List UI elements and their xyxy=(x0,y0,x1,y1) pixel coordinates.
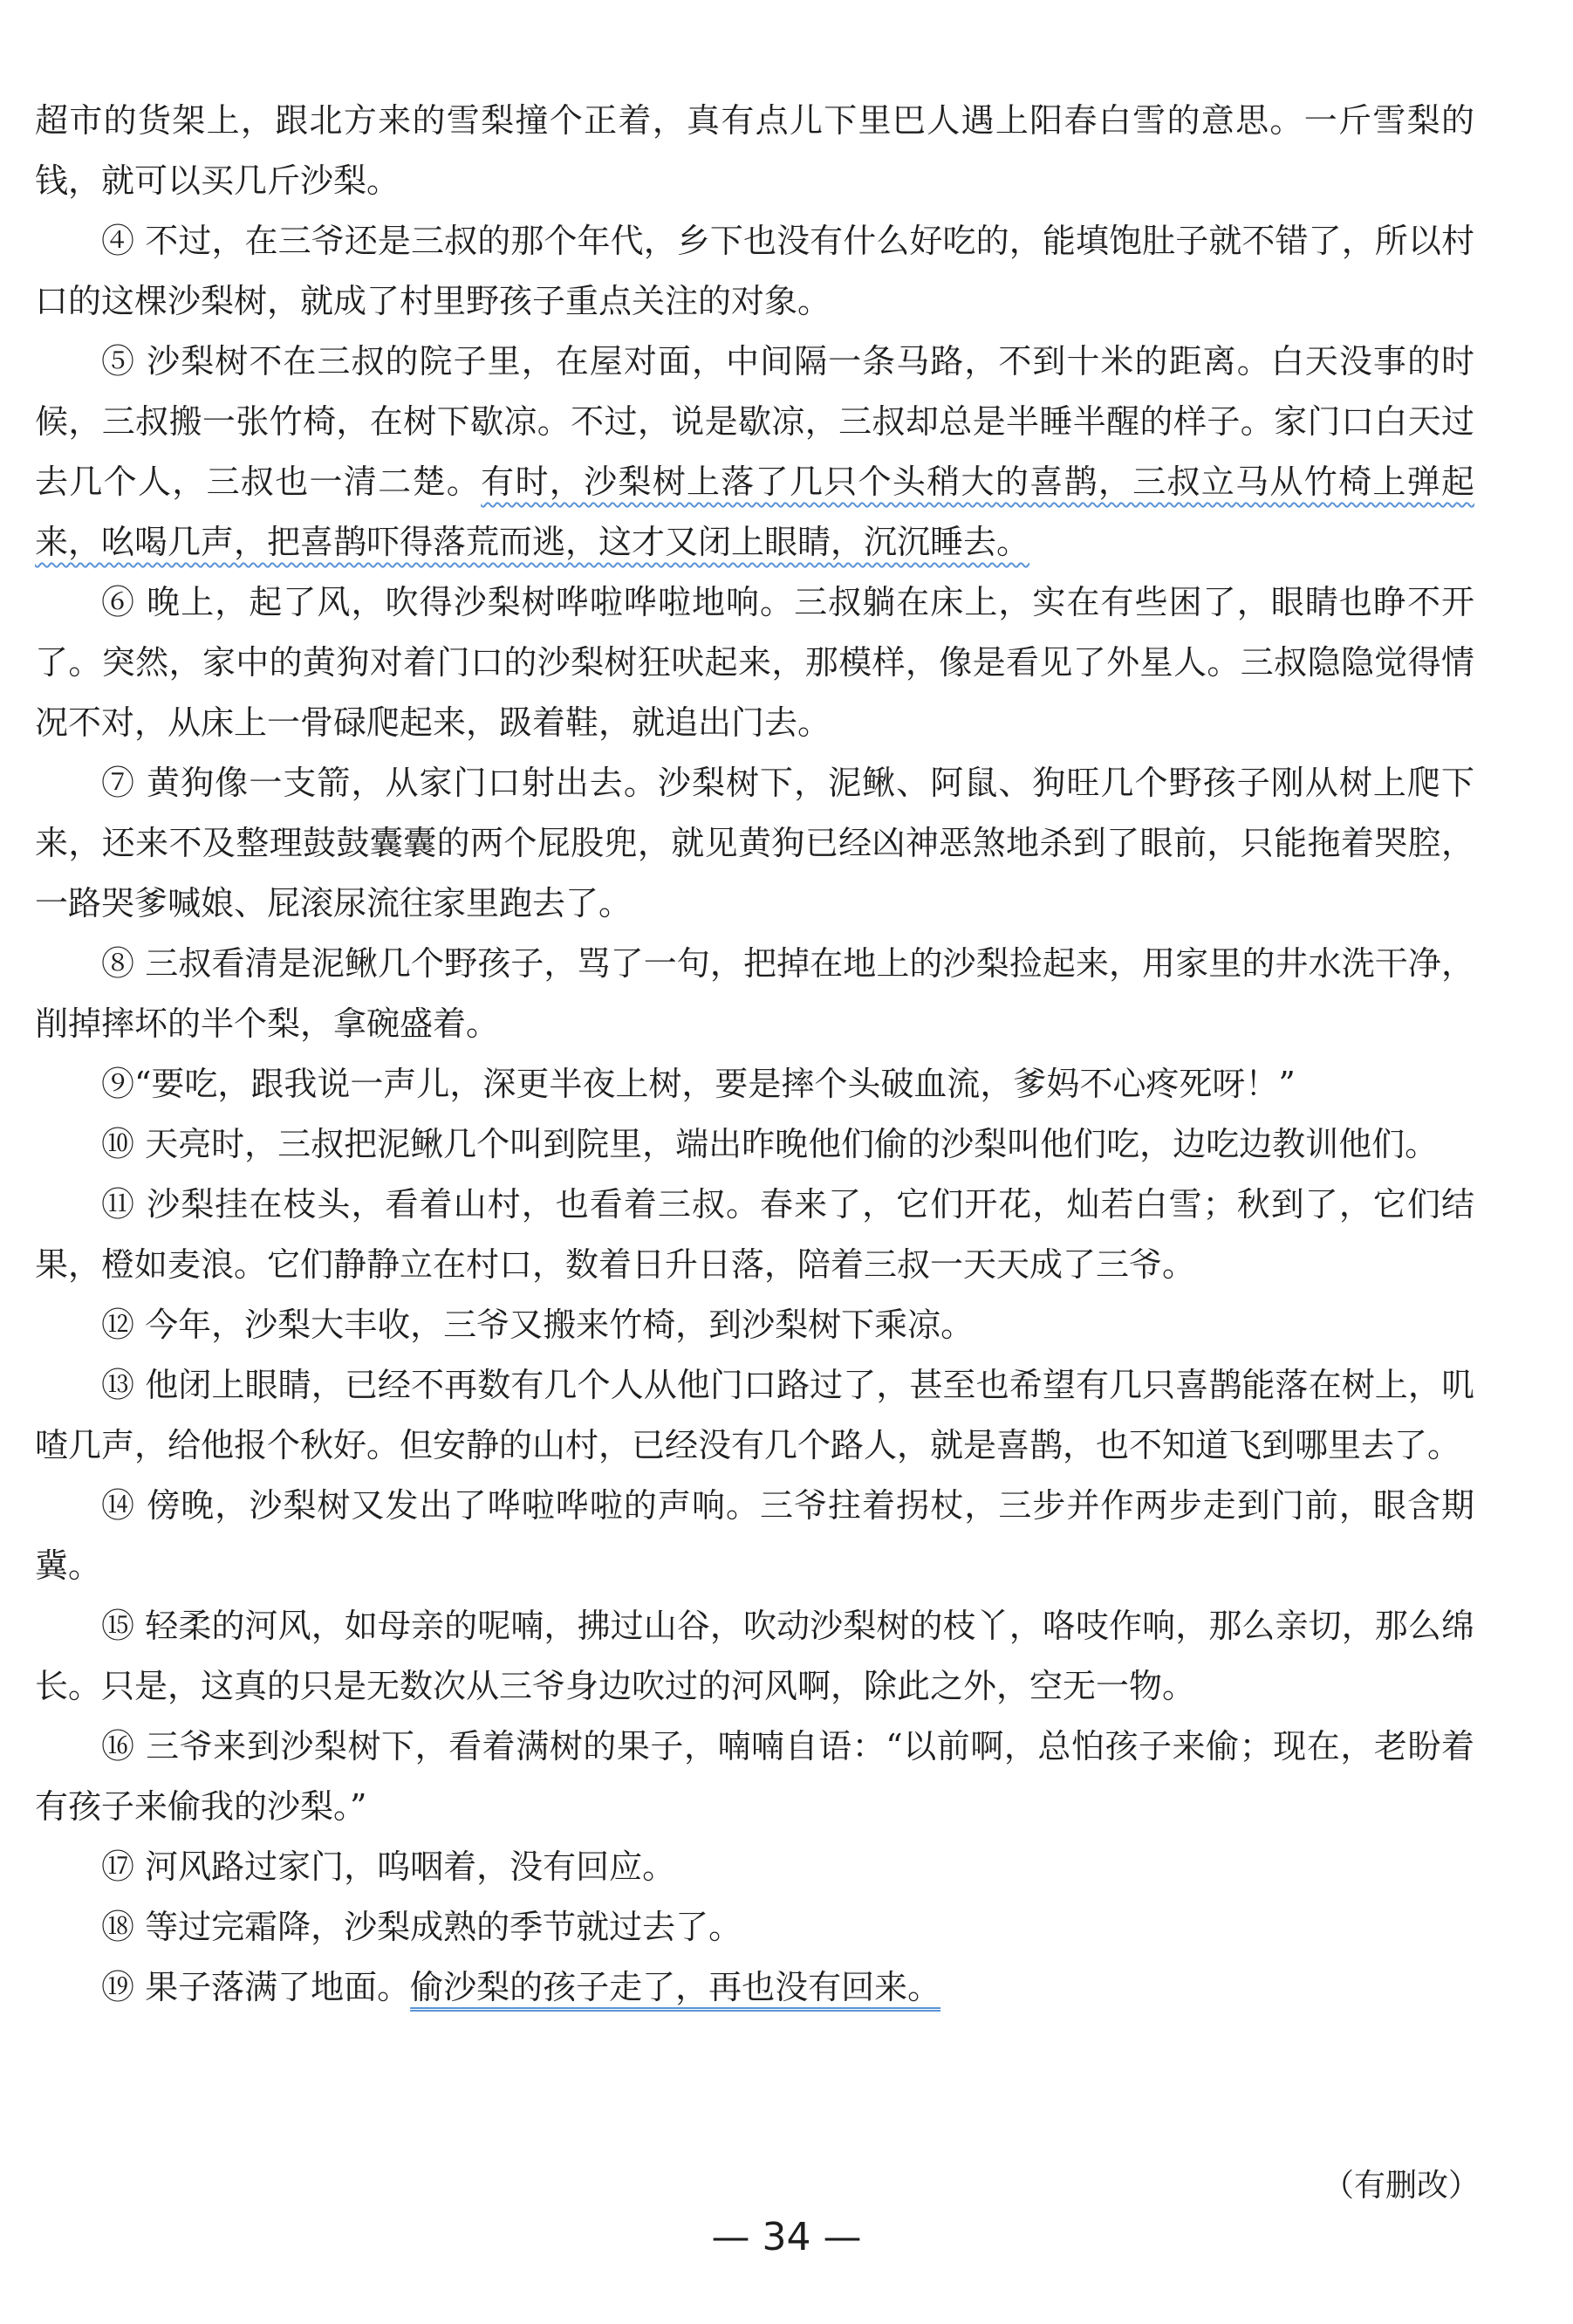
paragraph-text: ⑯ 三爷来到沙梨树下，看着满树的果子，喃喃自语：“以前啊，总怕孩子来偷；现在，老盼着有孩子来偷我的沙梨。” xyxy=(35,1727,1474,1826)
paragraph-10 xyxy=(35,1114,1474,1175)
paragraph-text: ⑱ 等过完霜降，沙梨成熟的季节就过去了。 xyxy=(101,1908,742,1946)
paragraph-text: ⑮ 轻柔的河风，如母亲的呢喃，拂过山谷，吹动沙梨树的枝丫，咯吱作响，那么亲切，那么绵长。只是，这真的只是无数次从三爷身边吹过的河风啊，除此之外，空无一物。 xyxy=(35,1607,1474,1705)
source-note: （有删改） xyxy=(1322,2168,1480,2204)
paragraph-13 xyxy=(35,1355,1474,1476)
paragraph-text: ④ 不过，在三爷还是三叔的那个年代，乡下也没有什么好吃的，能填饱肚子就不错了，所以村口的这棵沙梨树，就成了村里野孩子重点关注的对象。 xyxy=(35,222,1474,320)
paragraph-text: 超市的货架上，跟北方来的雪梨撞个正着，真有点儿下里巴人遇上阳春白雪的意思。一斤雪梨的钱，就可以买几斤沙梨。 xyxy=(35,101,1474,200)
paragraph-text: ⑲ 果子落满了地面。 xyxy=(101,1968,411,2006)
paragraph-12 xyxy=(35,1295,1474,1355)
double-underlined-sentence: 偷沙梨的孩子走了，再也没有回来。 xyxy=(410,1968,941,2006)
paragraph-19 xyxy=(35,1957,1474,2018)
paragraph-text: ⑥ 晚上，起了风，吹得沙梨树哗啦哗啦地响。三叔躺在床上，实在有些困了，眼睛也睁不开了。突然，家中的黄狗对着门口的沙梨树狂吠起来，那模样，像是看见了外星人。三叔隐隐觉得情况不对，从床上一骨碌爬起来，趿着鞋，就追出门去。 xyxy=(35,583,1474,742)
page-number: — 34 — xyxy=(711,2215,862,2259)
paragraph-text: ⑬ 他闭上眼睛，已经不再数有几个人从他门口路过了，甚至也希望有几只喜鹊能落在树上，叽喳几声，给他报个秋好。但安静的山村，已经没有几个路人，就是喜鹊，也不知道飞到哪里去了。 xyxy=(35,1366,1474,1464)
paragraph-text: ⑰ 河风路过家门，呜咽着，没有回应。 xyxy=(101,1848,676,1886)
paragraph-text: ⑤ 沙梨树不在三叔的院子里，在屋对面，中间隔一条马路，不到十米的距离。白天没事的时候，三叔搬一张竹椅，在树下歇凉。不过，说是歇凉，三叔却总是半睡半醒的样子。家门口白天过去几个人，三叔也一清二楚。 xyxy=(35,342,1474,501)
paragraph-11 xyxy=(35,1175,1474,1295)
paragraph-text: ⑦ 黄狗像一支箭，从家门口射出去。沙梨树下，泥鳅、阿鼠、狗旺几个野孩子刚从树上爬下来，还来不及整理鼓鼓囊囊的两个屁股兜，就见黄狗已经凶神恶煞地杀到了眼前，只能拖着哭腔，一路哭爹喊娘、屁滚尿流往家里跑去了。 xyxy=(35,764,1474,922)
paragraph-4 xyxy=(35,211,1474,332)
paragraph-17 xyxy=(35,1837,1474,1897)
paragraph-9 xyxy=(35,1054,1474,1114)
paragraph-text: ⑪ 沙梨挂在枝头，看着山村，也看着三叔。春来了，它们开花，灿若白雪；秋到了，它们结果，橙如麦浪。它们静静立在村口，数着日升日落，陪着三叔一天天成了三爷。 xyxy=(35,1185,1474,1284)
paragraph-18 xyxy=(35,1897,1474,1957)
wavy-underlined-sentence: 有时，沙梨树上落了几只个头稍大的喜鹊，三叔立马从竹椅上弹起来，吆喝几声，把喜鹊吓得落荒而逃，这才又闭上眼睛，沉沉睡去。 xyxy=(35,463,1474,561)
paragraph-8 xyxy=(35,934,1474,1054)
paragraph-continued xyxy=(35,91,1474,211)
paragraph-14 xyxy=(35,1476,1474,1596)
paragraph-16 xyxy=(35,1717,1474,1837)
paragraph-text: ⑫ 今年，沙梨大丰收，三爷又搬来竹椅，到沙梨树下乘凉。 xyxy=(101,1306,975,1344)
article-body xyxy=(35,91,1474,2018)
paragraph-text: ⑧ 三叔看清是泥鳅几个野孩子，骂了一句，把掉在地上的沙梨捡起来，用家里的井水洗干净，削掉摔坏的半个梨，拿碗盛着。 xyxy=(35,944,1474,1043)
paragraph-7 xyxy=(35,753,1474,934)
paragraph-6 xyxy=(35,572,1474,753)
paragraph-text: ⑩ 天亮时，三叔把泥鳅几个叫到院里，端出昨晚他们偷的沙梨叫他们吃，边吃边教训他们。 xyxy=(101,1125,1439,1163)
paragraph-text: ⑭ 傍晚，沙梨树又发出了哗啦哗啦的声响。三爷拄着拐杖，三步并作两步走到门前，眼含期冀。 xyxy=(35,1486,1474,1585)
paragraph-15 xyxy=(35,1596,1474,1717)
paragraph-5 xyxy=(35,332,1474,572)
paragraph-text: ⑨“要吃，跟我说一声儿，深更半夜上树，要是摔个头破血流，爹妈不心疼死呀！” xyxy=(101,1065,1296,1103)
